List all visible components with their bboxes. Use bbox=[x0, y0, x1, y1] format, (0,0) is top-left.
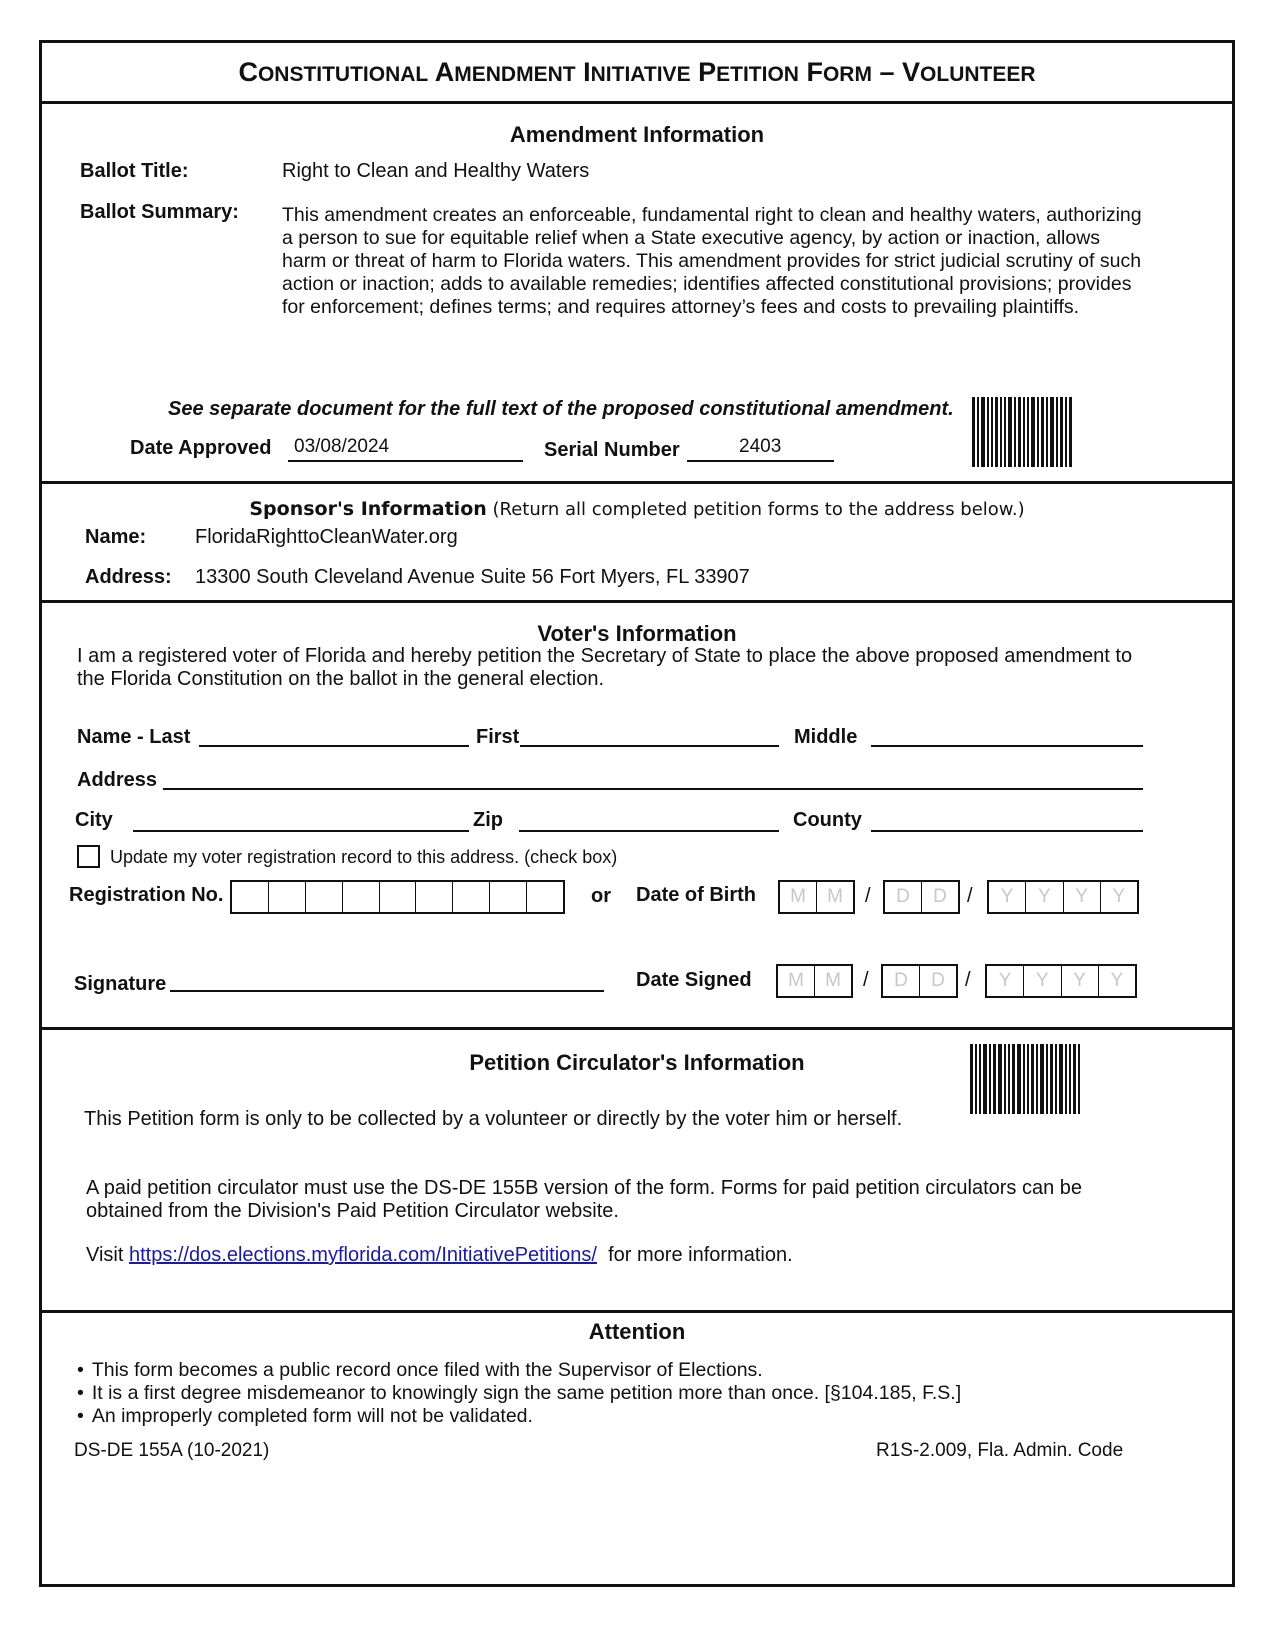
form-number: DS-DE 155A (10-2021) bbox=[74, 1440, 270, 1461]
county-label: County bbox=[793, 809, 862, 831]
attention-bullet: • This form becomes a public record once filed with the Supervisor of Elections. bbox=[77, 1359, 961, 1382]
registration-digit-box[interactable] bbox=[269, 882, 306, 912]
name-last-label: Name - Last bbox=[77, 726, 191, 748]
sponsor-section bbox=[42, 484, 1232, 603]
petition-form bbox=[39, 40, 1235, 1587]
or-label: or bbox=[591, 885, 611, 907]
amendment-barcode bbox=[972, 397, 1074, 467]
signed-month-box[interactable]: M bbox=[778, 966, 815, 996]
registration-digit-box[interactable] bbox=[232, 882, 269, 912]
amendment-section bbox=[42, 104, 1232, 484]
dob-month-box[interactable]: M bbox=[827, 886, 843, 907]
update-registration-label: Update my voter registration record to this address. (check box) bbox=[110, 847, 618, 867]
registration-number-boxes[interactable] bbox=[230, 880, 565, 914]
sponsor-heading: Sponsor's Information (Return all completed petition forms to the address below.) bbox=[249, 498, 1025, 520]
amendment-heading: Amendment Information bbox=[509, 122, 765, 147]
dob-day-box[interactable]: D bbox=[885, 882, 922, 912]
address-label: Address bbox=[77, 769, 158, 791]
attention-list bbox=[77, 1359, 961, 1428]
signed-day-box[interactable]: D bbox=[931, 970, 945, 991]
dob-year-box[interactable]: Y bbox=[1026, 882, 1063, 912]
signed-month-box[interactable]: M bbox=[825, 970, 841, 991]
name-last-field[interactable] bbox=[199, 721, 469, 747]
ballot-title: Right to Clean and Healthy Waters bbox=[282, 160, 590, 182]
registration-digit-box[interactable] bbox=[343, 882, 380, 912]
attention-bullet: • An improperly completed form will not be validated. bbox=[77, 1405, 961, 1428]
full-text-note: See separate document for the full text of the proposed constitutional amendment. bbox=[168, 398, 954, 420]
signed-year-box[interactable]: Y bbox=[1062, 966, 1099, 996]
registration-digit-box[interactable] bbox=[453, 882, 490, 912]
signed-year-box[interactable]: Y bbox=[1110, 970, 1124, 991]
circulator-paid-note: A paid petition circulator must use the DS-DE 155B version of the form. Forms for paid petition circulators can be obtained from the Division's Paid Petition Circulator website. bbox=[86, 1177, 1083, 1222]
dob-day-boxes[interactable] bbox=[883, 880, 960, 914]
signature-field[interactable] bbox=[170, 965, 604, 992]
sponsor-name-label: Name: bbox=[85, 526, 147, 548]
middle-name-field[interactable] bbox=[871, 721, 1143, 747]
middle-name-label: Middle bbox=[794, 726, 858, 748]
ballot-summary: This amendment creates an enforceable, fundamental right to clean and healthy waters, authorizing a person to sue for equitable relief when a State executive agency, by action or inaction, allows harm or threat of harm to Florida waters. This amendment provides for strict judicial scrutiny of such action or inaction; adds to available remedies; identifies affected constitutional provisions; provides for enforcement; defines terms; and requires attorney’s fees and costs to prevailing plaintiffs. bbox=[282, 204, 1142, 318]
dob-month-boxes[interactable] bbox=[778, 880, 855, 914]
dob-slash: / bbox=[865, 885, 871, 907]
zip-field[interactable] bbox=[519, 805, 779, 832]
dob-year-box[interactable]: Y bbox=[989, 882, 1026, 912]
date-approved-label: Date Approved bbox=[130, 437, 272, 459]
date-signed-label: Date Signed bbox=[636, 969, 752, 991]
dob-month-box[interactable]: M bbox=[780, 882, 817, 912]
registration-digit-box[interactable] bbox=[490, 882, 527, 912]
dob-slash: / bbox=[967, 885, 973, 907]
signed-year-box[interactable]: Y bbox=[987, 966, 1024, 996]
dob-year-boxes[interactable] bbox=[987, 880, 1139, 914]
circulator-visit-line: Visit https://dos.elections.myflorida.com/InitiativePetitions/ for more information. bbox=[86, 1244, 793, 1266]
registration-digit-box[interactable] bbox=[416, 882, 453, 912]
city-label: City bbox=[75, 809, 113, 831]
date-of-birth-label: Date of Birth bbox=[636, 884, 756, 906]
dob-year-box[interactable]: Y bbox=[1064, 882, 1101, 912]
zip-label: Zip bbox=[473, 809, 503, 831]
ballot-summary-label: Ballot Summary: bbox=[80, 201, 239, 223]
voter-section bbox=[42, 603, 1232, 1030]
first-name-field[interactable] bbox=[520, 721, 779, 747]
rule-code: R1S-2.009, Fla. Admin. Code bbox=[876, 1440, 1124, 1461]
address-field[interactable] bbox=[163, 763, 1143, 790]
signed-year-boxes[interactable] bbox=[985, 964, 1137, 998]
form-title-section bbox=[42, 43, 1232, 104]
ballot-title-label: Ballot Title: bbox=[80, 160, 189, 182]
signed-slash: / bbox=[863, 969, 869, 991]
circulator-heading: Petition Circulator's Information bbox=[469, 1050, 805, 1075]
signed-month-boxes[interactable] bbox=[776, 964, 853, 998]
signed-day-box[interactable]: D bbox=[883, 966, 920, 996]
registration-digit-box[interactable] bbox=[527, 882, 563, 912]
signed-slash: / bbox=[965, 969, 971, 991]
dob-year-box[interactable]: Y bbox=[1112, 886, 1126, 907]
city-field[interactable] bbox=[133, 805, 469, 832]
circulator-section bbox=[42, 1030, 1232, 1313]
signed-day-boxes[interactable] bbox=[881, 964, 958, 998]
voter-statement: I am a registered voter of Florida and hereby petition the Secretary of State to place the above proposed amendment to the Florida Constitution on the ballot in the general election. bbox=[77, 645, 1133, 690]
initiative-petitions-link[interactable]: https://dos.elections.myflorida.com/InitiativePetitions/ bbox=[128, 1244, 597, 1266]
dob-day-box[interactable]: D bbox=[933, 886, 947, 907]
circulator-barcode bbox=[970, 1044, 1082, 1114]
county-field[interactable] bbox=[871, 805, 1143, 832]
voter-heading: Voter's Information bbox=[537, 621, 737, 646]
registration-digit-box[interactable] bbox=[380, 882, 417, 912]
sponsor-name: FloridaRighttoCleanWater.org bbox=[195, 526, 458, 548]
first-name-label: First bbox=[476, 726, 520, 748]
attention-bullet: • It is a first degree misdemeanor to knowingly sign the same petition more than once. [§104.185, F.S.] bbox=[77, 1382, 961, 1405]
registration-number-label: Registration No. bbox=[69, 884, 224, 906]
signed-year-box[interactable]: Y bbox=[1024, 966, 1061, 996]
form-title: CONSTITUTIONAL AMENDMENT INITIATIVE PETITION FORM – VOLUNTEER bbox=[238, 57, 1036, 87]
date-approved-value: 03/08/2024 bbox=[294, 436, 390, 457]
serial-number-label: Serial Number bbox=[544, 439, 680, 461]
sponsor-address: 13300 South Cleveland Avenue Suite 56 Fort Myers, FL 33907 bbox=[195, 566, 750, 588]
serial-number-value: 2403 bbox=[739, 436, 782, 457]
registration-digit-box[interactable] bbox=[306, 882, 343, 912]
signature-label: Signature bbox=[74, 973, 167, 995]
attention-heading: Attention bbox=[588, 1319, 686, 1344]
attention-section bbox=[42, 1313, 1232, 1590]
update-registration-checkbox[interactable] bbox=[77, 845, 100, 868]
sponsor-address-label: Address: bbox=[85, 566, 172, 588]
circulator-volunteer-note: This Petition form is only to be collected by a volunteer or directly by the voter him or herself. bbox=[84, 1108, 903, 1130]
